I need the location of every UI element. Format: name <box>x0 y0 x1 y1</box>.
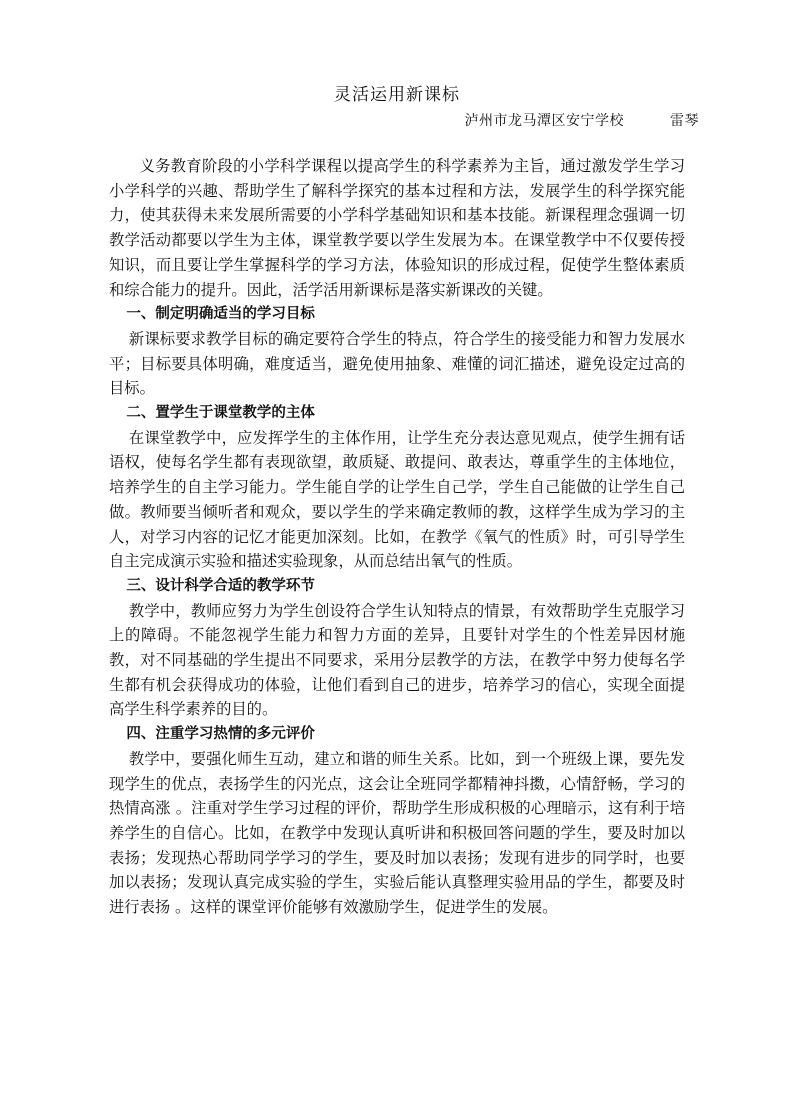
section-paragraph: 教学中，要强化师生互动，建立和谐的师生关系。比如，到一个班级上课，要先发现学生的优点，表扬学生的闪光点，这会让全班同学都精神抖擞，心情舒畅，学习的热情高涨 。注重对学生学习过程的评价，帮助学生形成积极的心理暗示，这有利于培养学生的自信心。比如，在教学中发现认真听讲和积极回答问题的学生，要及时加以表扬；发现热心帮助同学学习的学生，要及时加以表扬；发现有进步的同学时，也要加以表扬；发现认真完成实验的学生，实验后能认真整理实验用品的学生，都要及时进行表扬 。这样的课堂评价能够有效激励学生，促进学生的发展。 <box>109 749 685 917</box>
section-heading: 四、注重学习热情的多元评价 <box>126 726 315 743</box>
section-paragraph: 在课堂教学中，应发挥学生的主体作用，让学生充分表达意见观点，使学生拥有话语权，使每名学生都有表现欲望，敢质疑、敢提问、敢表达，尊重学生的主体地位，培养学生的自主学习能力。学生能自学的让学生自己学，学生自己能做的让学生自己做。教师要当倾听者和观众，要以学生的学来确定教师的教，这样学生成为学习的主人，对学习内容的记忆才能更加深刻。比如，在教学《氧气的性质》时，可引导学生自主完成演示实验和描述实验现象，从而总结出氧气的性质。 <box>109 428 685 571</box>
document-body <box>109 154 685 920</box>
document-title: 灵活运用新课标 <box>334 85 460 105</box>
section-paragraph: 教学中，教师应努力为学生创设符合学生认知特点的情景，有效帮助学生克服学习上的障碍。不能忽视学生能力和智力方面的差异，且要针对学生的个性差异因材施教，对不同基础的学生提出不同要求，采用分层教学的方法，在教学中努力使每名学生都有机会获得成功的体验，让他们看到自己的进步，培养学习的信心，实现全面提高学生科学素养的目的。 <box>109 601 685 719</box>
school-name: 泸州市龙马潭区安宁学校 <box>464 113 624 129</box>
section-paragraph: 新课标要求教学目标的确定要符合学生的特点，符合学生的接受能力和智力发展水平；目标要具体明确，难度适当，避免使用抽象、难懂的词汇描述，避免设定过高的目标。 <box>109 329 685 398</box>
section-heading: 三、设计科学合适的教学环节 <box>126 577 315 594</box>
section-heading: 二、置学生于课堂教学的主体 <box>126 405 315 422</box>
intro-paragraph: 义务教育阶段的小学科学课程以提高学生的科学素养为主旨，通过激发学生学习小学科学的兴趣、帮助学生了解科学探究的基本过程和方法，发展学生的科学探究能力，使其获得未来发展所需要的小学科学基础知识和基本技能。新课程理念强调一切教学活动都要以学生为主体，课堂教学要以学生发展为本。在课堂教学中不仅要传授知识，而且要让学生掌握科学的学习方法，体验知识的形成过程，促使学生整体素质和综合能力的提升。因此，活学活用新课标是落实新课改的关键。 <box>109 157 685 299</box>
author-name: 雷琴 <box>670 113 699 129</box>
section-heading: 一、制定明确适当的学习目标 <box>126 306 315 323</box>
byline <box>465 110 700 130</box>
